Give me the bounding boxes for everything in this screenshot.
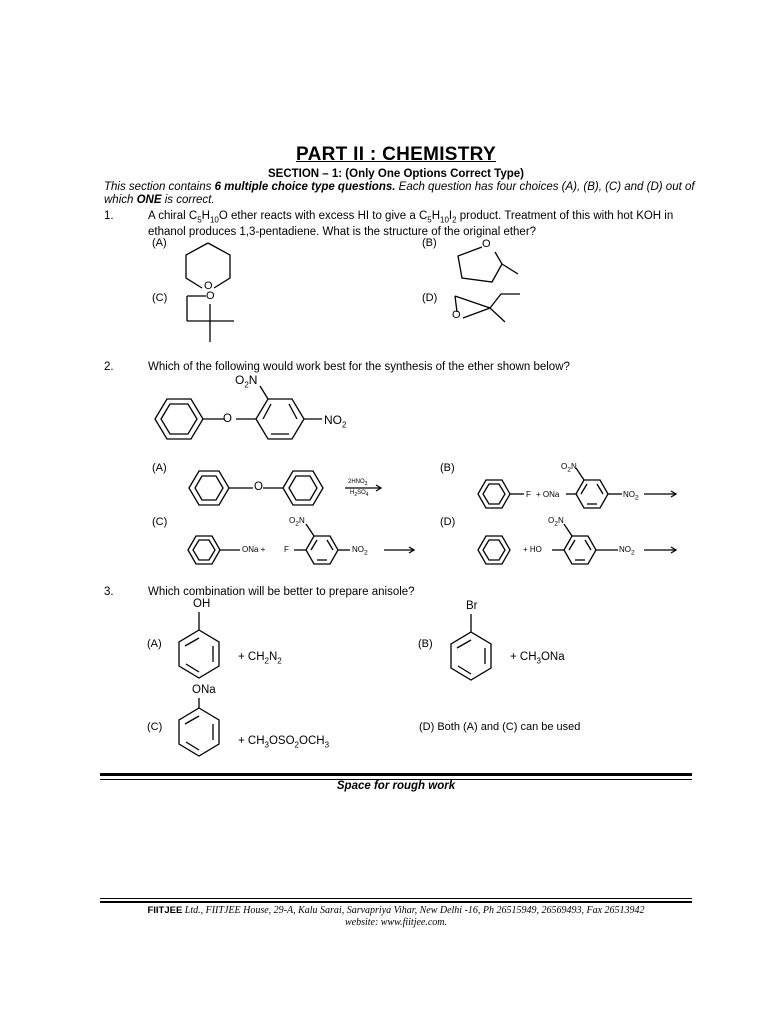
footer-divider-thin bbox=[100, 898, 692, 899]
q2-option-c-label: (C) bbox=[152, 516, 168, 528]
q2-target-nitro-para: $NO_2$ bbox=[324, 413, 347, 430]
q3-a-hydroxyl: OH bbox=[193, 598, 211, 610]
q1-structure-c-oxetane bbox=[180, 290, 250, 350]
q2-a-reagent-sulfuric: $H_2SO_4$ bbox=[350, 490, 369, 499]
rough-work-label: Space for rough work bbox=[336, 780, 456, 792]
q1-d-oxygen-label: O bbox=[452, 309, 461, 321]
question-1-text: A chiral $C_5H_{10}O$ ether reacts with excess HI to give a $C_5H_{10}I_2$ product. Treatment of this with hot KOH in ethanol produces 1,3-pentadiene. What is the structure of the original ether? bbox=[148, 210, 674, 239]
question-3-text: Which combination will be better to prepare anisole? bbox=[148, 586, 415, 598]
q3-option-a-label: (A) bbox=[147, 638, 162, 650]
q1-a-oxygen-label: O bbox=[204, 280, 213, 292]
q1-c-oxygen-label: O bbox=[206, 290, 215, 302]
q2-d-nitro-para: $NO_2$ bbox=[619, 545, 635, 557]
q2-c-nitro-para: $NO_2$ bbox=[352, 545, 368, 557]
q2-option-d-label: (D) bbox=[440, 516, 456, 528]
q1-b-oxygen-label: O bbox=[482, 238, 491, 250]
question-2-number: 2. bbox=[104, 361, 114, 373]
section-heading: SECTION – 1: (Only One Options Correct Type) bbox=[267, 168, 524, 180]
q3-b-bromine: Br bbox=[466, 600, 478, 612]
q3-a-reagent: + $CH_2N_2$ bbox=[238, 651, 282, 666]
q1-option-d-label: (D) bbox=[422, 292, 438, 304]
q2-option-d-structure bbox=[474, 528, 684, 574]
q1-option-c-label: (C) bbox=[152, 292, 168, 304]
q2-d-phenol: + HO bbox=[523, 545, 542, 554]
q2-c-sodium-phenoxide: ONa + bbox=[242, 545, 266, 554]
q3-c-phenoxide: ONa bbox=[192, 684, 216, 696]
q2-target-ether-structure bbox=[150, 390, 350, 450]
q1-option-a-label: (A) bbox=[152, 237, 167, 249]
q2-b-nitro-ortho: $O_2N$ bbox=[561, 462, 577, 474]
q1-option-b-label: (B) bbox=[422, 237, 437, 249]
q3-option-c-label: (C) bbox=[147, 721, 163, 733]
q2-option-b-structure bbox=[474, 472, 684, 518]
q2-target-ether-oxygen: O bbox=[223, 413, 232, 425]
q3-option-d-text: (D) Both (A) and (C) can be used bbox=[419, 721, 581, 733]
q2-option-c-structure bbox=[184, 528, 424, 574]
q2-a-oxygen: O bbox=[254, 481, 263, 493]
q3-structure-bromobenzene bbox=[446, 612, 496, 688]
q3-structure-phenol bbox=[174, 610, 224, 686]
page-title: PART II : CHEMISTRY bbox=[296, 144, 496, 165]
q3-option-b-label: (B) bbox=[418, 638, 433, 650]
q2-c-nitro-ortho: $O_2N$ bbox=[289, 516, 305, 528]
footer-website: website: www.fiitjee.com. bbox=[344, 916, 448, 928]
q2-d-nitro-ortho: $O_2N$ bbox=[548, 516, 564, 528]
q2-c-fluorine: F bbox=[284, 545, 289, 554]
question-1-number: 1. bbox=[104, 210, 114, 222]
section-instructions: This section contains 6 multiple choice type questions. Each question has four choices (A), (B), (C) and (D) out of which ONE is correct. bbox=[104, 181, 695, 206]
q3-b-reagent: + $CH_3ONa$ bbox=[510, 651, 565, 666]
q3-c-reagent: + $CH_3OSO_2OCH_3$ bbox=[238, 735, 330, 750]
rough-work-divider bbox=[100, 773, 692, 776]
question-3-number: 3. bbox=[104, 586, 114, 598]
q2-target-nitro-ortho: $O_2N$ bbox=[235, 373, 258, 390]
footer-divider bbox=[100, 901, 692, 903]
q2-a-reagent-nitric: $2HNO_3$ bbox=[348, 479, 368, 488]
q2-b-nitro-para: $NO_2$ bbox=[623, 490, 639, 502]
footer bbox=[100, 905, 692, 928]
footer-address: Ltd., FIITJEE House, 29-A, Kalu Sarai, Sarvapriya Vihar, New Delhi -16, Ph 26515949, 26569493, Fax 26513942 bbox=[182, 905, 645, 916]
footer-brand: FIITJEE bbox=[147, 905, 183, 916]
q2-b-fluorine: F bbox=[526, 490, 531, 499]
q2-option-b-label: (B) bbox=[440, 462, 455, 474]
q2-b-sodium-phenoxide: + ONa bbox=[536, 490, 560, 499]
q2-option-a-label: (A) bbox=[152, 462, 167, 474]
q2-option-a-structure bbox=[185, 466, 385, 510]
question-2-text: Which of the following would work best for the synthesis of the ether shown below? bbox=[148, 361, 570, 373]
q3-structure-sodium-phenoxide bbox=[174, 696, 224, 762]
